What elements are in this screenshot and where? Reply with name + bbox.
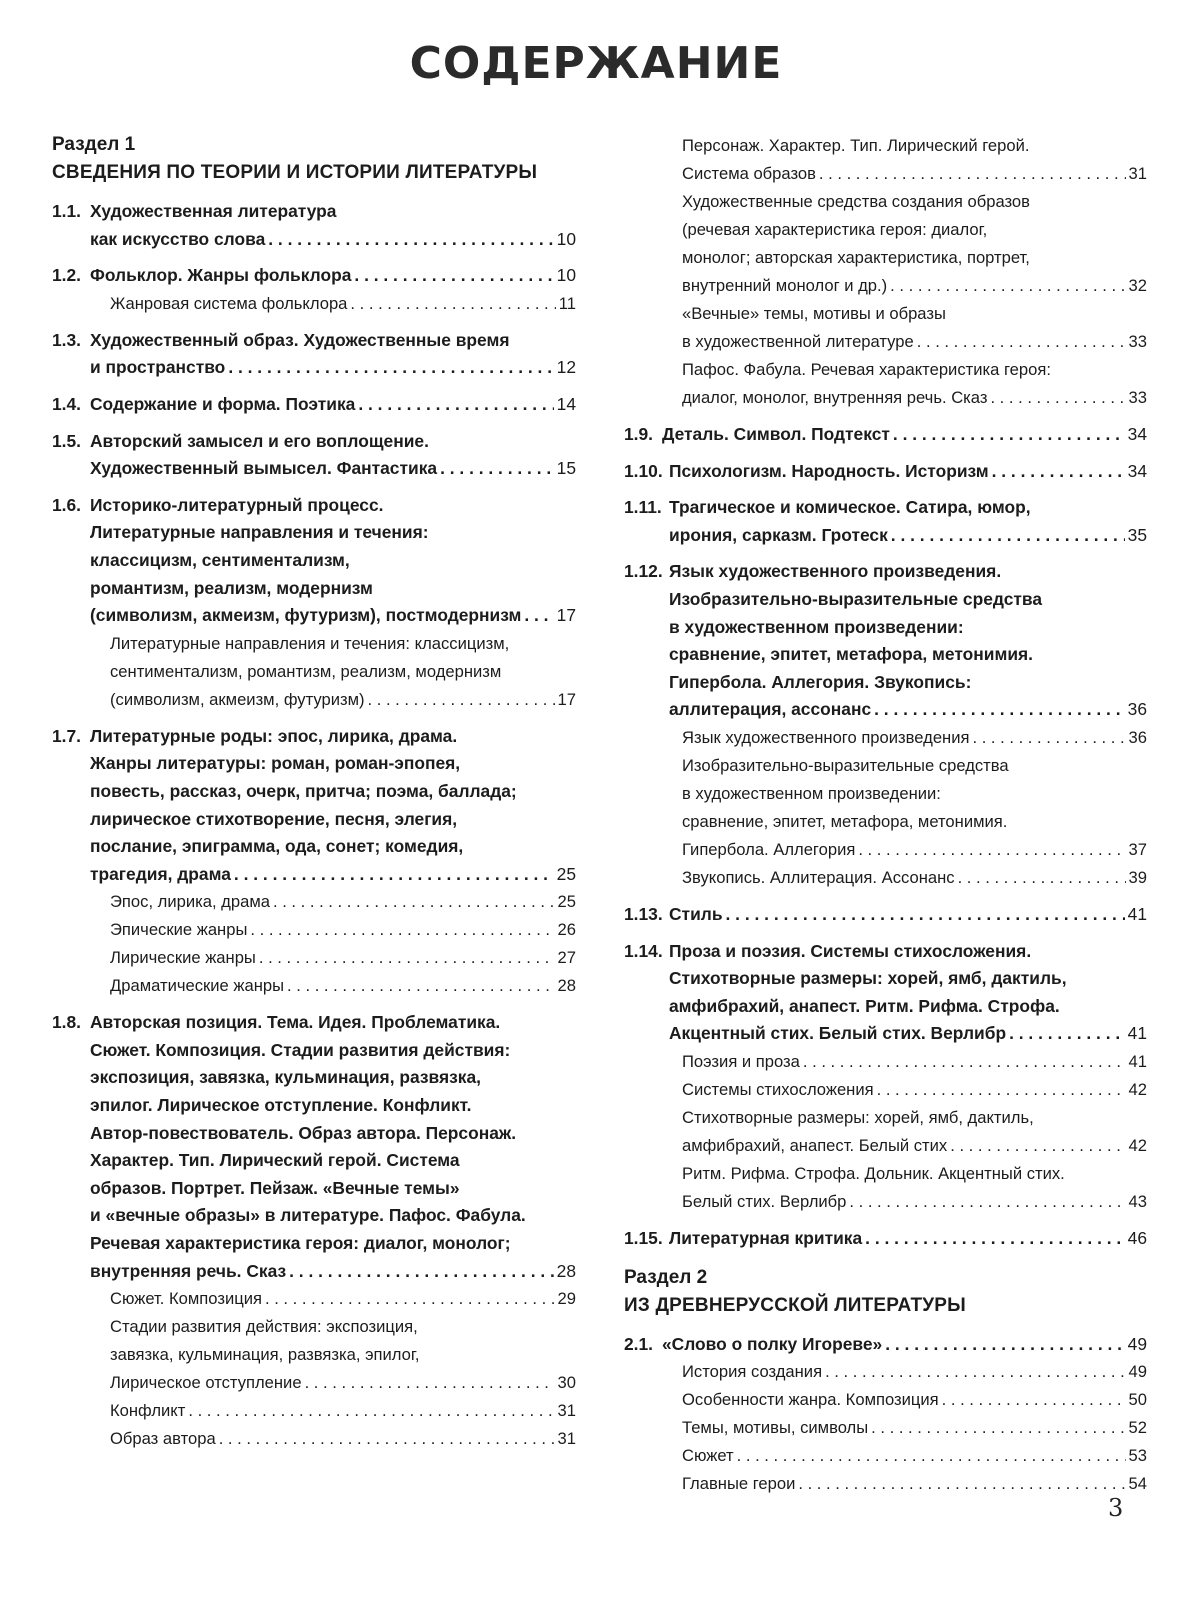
toc-entry-number: 1.10. bbox=[624, 460, 663, 481]
toc-page-number: 33 bbox=[1128, 332, 1147, 351]
toc-page-number: 17 bbox=[556, 605, 576, 626]
toc-entry[interactable] bbox=[52, 327, 576, 382]
toc-subentry[interactable] bbox=[624, 864, 1147, 892]
toc-entry-text: амфибрахий, анапест. Ритм. Рифма. Строфа. bbox=[669, 995, 1060, 1016]
toc-page-number: 36 bbox=[1127, 699, 1147, 720]
toc-column-right bbox=[624, 132, 1147, 1498]
toc-entry[interactable] bbox=[624, 901, 1147, 929]
toc-entry-text: Проза и поэзия. Системы стихосложения. bbox=[669, 940, 1032, 961]
toc-entries-right-bottom bbox=[624, 1331, 1147, 1499]
toc-entry-text: образов. Портрет. Пейзаж. «Вечные темы» bbox=[90, 1177, 460, 1198]
toc-entry-text: Темы, мотивы, символы bbox=[682, 1418, 869, 1438]
dot-leader bbox=[958, 864, 1126, 892]
toc-entry-text: Эпос, лирика, драма bbox=[110, 892, 270, 912]
section-heading: ИЗ ДРЕВНЕРУССКОЙ ЛИТЕРАТУРЫ bbox=[624, 1294, 966, 1316]
dot-leader bbox=[234, 861, 554, 889]
toc-entry-text: амфибрахий, анапест. Белый стих bbox=[682, 1135, 948, 1155]
dot-leader bbox=[259, 944, 555, 972]
toc-page-number: 49 bbox=[1128, 1362, 1147, 1382]
toc-entry[interactable] bbox=[52, 428, 576, 483]
toc-page-number: 41 bbox=[1127, 903, 1147, 924]
dot-leader bbox=[885, 1331, 1124, 1359]
toc-entry-text: завязка, кульминация, развязка, эпилог, bbox=[110, 1345, 420, 1365]
dot-leader bbox=[188, 1397, 554, 1425]
toc-page-number: 42 bbox=[1128, 1135, 1147, 1155]
toc-subentry[interactable] bbox=[624, 1470, 1147, 1498]
page-title: СОДЕРЖАНИЕ bbox=[409, 38, 783, 89]
toc-entry-text: Гипербола. Аллегория bbox=[682, 839, 856, 859]
toc-entry-text: Литературные направления и течения: классицизм, bbox=[110, 633, 510, 653]
toc-page-number: 25 bbox=[557, 892, 576, 912]
toc-entry[interactable] bbox=[624, 458, 1147, 486]
toc-subentry[interactable] bbox=[624, 1160, 1147, 1216]
toc-entry-number: 1.15. bbox=[624, 1227, 663, 1248]
toc-page-number: 25 bbox=[556, 863, 576, 884]
toc-entry-text: романтизм, реализм, модернизм bbox=[90, 577, 373, 598]
toc-entry-text: монолог; авторская характеристика, портрет, bbox=[682, 248, 1030, 267]
toc-entry-text: Трагическое и комическое. Сатира, юмор, bbox=[669, 497, 1031, 518]
toc-entry-text: Белый стих. Верлибр bbox=[682, 1191, 847, 1211]
toc-entry-text: Стадии развития действия: экспозиция, bbox=[110, 1317, 418, 1337]
toc-entry-number: 1.6. bbox=[52, 494, 82, 515]
dot-leader bbox=[737, 1442, 1126, 1470]
toc-page-number: 14 bbox=[556, 393, 576, 414]
toc-subentry[interactable] bbox=[624, 188, 1147, 300]
toc-page-number: 34 bbox=[1127, 424, 1147, 444]
toc-subentry[interactable] bbox=[624, 1442, 1147, 1470]
toc-page-number: 36 bbox=[1128, 727, 1147, 747]
dot-leader bbox=[268, 226, 553, 254]
toc-entry-text: ирония, сарказм. Гротеск bbox=[669, 524, 888, 545]
toc-page-number: 33 bbox=[1128, 388, 1147, 407]
toc-entry-text: Сюжет. Композиция. Стадии развития действия: bbox=[90, 1039, 511, 1060]
toc-entry-text: История создания bbox=[682, 1362, 823, 1382]
toc-entry-text: (символизм, акмеизм, футуризм) bbox=[110, 689, 365, 709]
toc-entry-text: Литературные роды: эпос, лирика, драма. bbox=[90, 725, 458, 746]
dot-leader bbox=[440, 455, 554, 483]
toc-entry-number: 1.8. bbox=[52, 1012, 82, 1033]
toc-subentry[interactable] bbox=[624, 1386, 1147, 1414]
toc-subentry[interactable] bbox=[52, 1313, 576, 1397]
toc-page-number: 37 bbox=[1128, 839, 1147, 859]
toc-entry-text: Особенности жанра. Композиция bbox=[682, 1390, 939, 1410]
toc-entry-text: Характер. Тип. Лирический герой. Система bbox=[90, 1150, 460, 1171]
toc-entry-text: Стиль bbox=[669, 903, 723, 924]
dot-leader bbox=[798, 1470, 1125, 1498]
toc-column-left bbox=[52, 132, 576, 1453]
toc-entry-text: Художественная литература bbox=[90, 201, 337, 221]
toc-subentry[interactable] bbox=[52, 972, 576, 1000]
toc-entry[interactable] bbox=[52, 198, 576, 253]
toc-entry-text: Пафос. Фабула. Речевая характеристика героя: bbox=[682, 360, 1051, 379]
dot-leader bbox=[350, 290, 555, 318]
toc-entry-number: 1.3. bbox=[52, 329, 82, 350]
toc-entry-number: 1.1. bbox=[52, 201, 82, 221]
toc-entry[interactable] bbox=[624, 938, 1147, 1048]
toc-subentry[interactable] bbox=[624, 1048, 1147, 1076]
toc-entry-text: Сюжет bbox=[682, 1446, 734, 1466]
toc-entry-text: «Слово о полку Игореве» bbox=[662, 1333, 883, 1354]
dot-leader bbox=[950, 1132, 1125, 1160]
toc-entry-text: Язык художественного произведения. bbox=[669, 561, 1002, 582]
dot-leader bbox=[524, 602, 553, 630]
toc-subentry[interactable] bbox=[52, 630, 576, 714]
toc-entry-text: Жанры литературы: роман, роман-эпопея, bbox=[90, 753, 461, 774]
toc-subentry[interactable] bbox=[624, 1358, 1147, 1386]
toc-subentry[interactable] bbox=[624, 1076, 1147, 1104]
toc-page-number: 43 bbox=[1128, 1191, 1147, 1211]
toc-entry-number: 2.1. bbox=[624, 1333, 654, 1354]
toc-page-number: 26 bbox=[557, 920, 576, 940]
toc-page-number: 28 bbox=[557, 976, 576, 996]
dot-leader bbox=[865, 1225, 1125, 1253]
toc-subentry[interactable] bbox=[52, 916, 576, 944]
toc-page-number: 39 bbox=[1128, 867, 1147, 887]
toc-entry-text: и «вечные образы» в литературе. Пафос. Фабула. bbox=[90, 1205, 526, 1226]
toc-entry-text: повесть, рассказ, очерк, притча; поэма, баллада; bbox=[90, 780, 517, 801]
toc-entries-left bbox=[52, 198, 576, 1453]
toc-entry-text: диалог, монолог, внутренняя речь. Сказ bbox=[682, 388, 988, 407]
toc-subentry[interactable] bbox=[624, 724, 1147, 752]
toc-entry-text: Художественный образ. Художественные время bbox=[90, 329, 510, 350]
dot-leader bbox=[891, 522, 1125, 550]
toc-entry[interactable] bbox=[52, 492, 576, 630]
dot-leader bbox=[992, 458, 1125, 486]
toc-entry-text: (символизм, акмеизм, футуризм), постмодернизм bbox=[90, 605, 522, 626]
toc-entry-text: эпилог. Лирическое отступление. Конфликт. bbox=[90, 1095, 472, 1116]
dot-leader bbox=[1009, 1020, 1125, 1048]
dot-leader bbox=[287, 972, 555, 1000]
toc-entry-text: Образ автора bbox=[110, 1429, 216, 1449]
toc-entry-text: Гипербола. Аллегория. Звукопись: bbox=[669, 671, 972, 692]
toc-page-number: 10 bbox=[556, 265, 576, 286]
toc-entry-text: как искусство слова bbox=[90, 228, 266, 249]
dot-leader bbox=[871, 1414, 1125, 1442]
toc-entry-text: и пространство bbox=[90, 357, 226, 378]
dot-leader bbox=[874, 696, 1125, 724]
toc-entry-text: Стихотворные размеры: хорей, ямб, дактиль, bbox=[669, 968, 1067, 989]
dot-leader bbox=[972, 724, 1125, 752]
toc-entry-text: Эпические жанры bbox=[110, 920, 248, 940]
toc-entry-text: аллитерация, ассонанс bbox=[669, 699, 872, 720]
toc-entry-number: 1.11. bbox=[624, 497, 662, 518]
toc-entry-text: сентиментализм, романтизм, реализм, модернизм bbox=[110, 661, 502, 681]
toc-entry-text: Драматические жанры bbox=[110, 976, 285, 996]
dot-leader bbox=[917, 328, 1126, 356]
toc-page-number: 49 bbox=[1127, 1333, 1147, 1354]
toc-page-number: 53 bbox=[1128, 1446, 1147, 1466]
dot-leader bbox=[877, 1076, 1126, 1104]
dot-leader bbox=[803, 1048, 1126, 1076]
toc-entry[interactable] bbox=[52, 262, 576, 290]
toc-entry-text: сравнение, эпитет, метафора, метонимия. bbox=[682, 811, 1008, 831]
section-label: Раздел 2 bbox=[624, 1266, 708, 1288]
toc-entry-text: Речевая характеристика героя: диалог, монолог; bbox=[90, 1233, 511, 1254]
toc-entry-text: Историко-литературный процесс. bbox=[90, 494, 384, 515]
toc-entry-text: в художественном произведении: bbox=[669, 616, 964, 637]
toc-entry[interactable] bbox=[624, 558, 1147, 724]
toc-subentry[interactable] bbox=[624, 752, 1147, 864]
toc-subentry[interactable] bbox=[624, 1414, 1147, 1442]
toc-entry-text: Лирическое отступление bbox=[110, 1373, 302, 1393]
toc-page-number: 42 bbox=[1128, 1079, 1147, 1099]
toc-entry-text: внутренняя речь. Сказ bbox=[90, 1260, 287, 1281]
toc-entry-text: Главные герои bbox=[682, 1474, 796, 1494]
page-number: 3 bbox=[1108, 1494, 1124, 1522]
toc-entry-number: 1.14. bbox=[624, 940, 663, 961]
toc-subentry[interactable] bbox=[52, 1285, 576, 1313]
toc-page-number: 12 bbox=[556, 357, 576, 378]
toc-entry-text: Стихотворные размеры: хорей, ямб, дактиль, bbox=[682, 1107, 1034, 1127]
toc-entry[interactable] bbox=[624, 1331, 1147, 1359]
toc-entry-number: 1.4. bbox=[52, 393, 82, 414]
toc-entry-text: Изобразительно-выразительные средства bbox=[669, 588, 1043, 609]
dot-leader bbox=[368, 686, 555, 714]
dot-leader bbox=[228, 354, 553, 382]
toc-page-number: 30 bbox=[557, 1373, 576, 1393]
toc-entry-text: Изобразительно-выразительные средства bbox=[682, 755, 1009, 775]
toc-entry[interactable] bbox=[52, 1009, 576, 1285]
toc-subentry[interactable] bbox=[52, 888, 576, 916]
section-heading: СВЕДЕНИЯ ПО ТЕОРИИ И ИСТОРИИ ЛИТЕРАТУРЫ bbox=[52, 162, 538, 183]
toc-entry-text: Персонаж. Характер. Тип. Лирический герой. bbox=[682, 136, 1030, 155]
dot-leader bbox=[265, 1285, 555, 1313]
toc-page-number: 41 bbox=[1128, 1051, 1147, 1071]
toc-entry-text: Звукопись. Аллитерация. Ассонанс bbox=[682, 867, 955, 887]
toc-subentry[interactable] bbox=[52, 1425, 576, 1453]
toc-page-number: 27 bbox=[557, 948, 576, 968]
section-label: Раздел 1 bbox=[52, 134, 136, 155]
toc-entry-text: Системы стихосложения bbox=[682, 1079, 874, 1099]
dot-leader bbox=[726, 901, 1125, 929]
toc-entry-number: 1.9. bbox=[624, 424, 654, 444]
toc-page-number: 52 bbox=[1128, 1418, 1147, 1438]
dot-leader bbox=[819, 160, 1126, 188]
toc-entry-text: Художественный вымысел. Фантастика bbox=[90, 458, 438, 479]
toc-entry-text: Содержание и форма. Поэтика bbox=[90, 393, 356, 414]
toc-entry-text: Литературная критика bbox=[669, 1227, 863, 1248]
toc-page-number: 31 bbox=[557, 1429, 576, 1449]
toc-entry-text: Поэзия и проза bbox=[682, 1051, 800, 1071]
toc-page-number: 10 bbox=[556, 228, 576, 249]
dot-leader bbox=[858, 836, 1125, 864]
toc-entry[interactable] bbox=[52, 391, 576, 419]
toc-entry-text: Конфликт bbox=[110, 1401, 186, 1421]
toc-entry-text: в художественной литературе bbox=[682, 332, 914, 351]
dot-leader bbox=[289, 1258, 554, 1286]
dot-leader bbox=[250, 916, 554, 944]
toc-entry-text: Лирические жанры bbox=[110, 948, 256, 968]
toc-page-number: 29 bbox=[557, 1289, 576, 1309]
toc-subentry[interactable] bbox=[624, 300, 1147, 356]
dot-leader bbox=[354, 262, 553, 290]
toc-page-number: 11 bbox=[558, 293, 576, 313]
toc-entry-number: 1.7. bbox=[52, 725, 82, 746]
toc-entry-text: классицизм, сентиментализм, bbox=[90, 549, 350, 570]
toc-page-number: 32 bbox=[1128, 276, 1147, 295]
dot-leader bbox=[825, 1358, 1125, 1386]
toc-entry-text: Художественные средства создания образов bbox=[682, 192, 1030, 211]
dot-leader bbox=[273, 888, 555, 916]
toc-entry[interactable] bbox=[624, 421, 1147, 449]
dot-leader bbox=[893, 421, 1125, 449]
toc-subentry[interactable] bbox=[52, 290, 576, 318]
toc-entry[interactable] bbox=[52, 723, 576, 889]
toc-entry-text: Психологизм. Народность. Историзм bbox=[669, 460, 989, 481]
dot-leader bbox=[305, 1369, 555, 1397]
toc-entry-text: Автор-повествователь. Образ автора. Персонаж. bbox=[90, 1122, 517, 1143]
dot-leader bbox=[942, 1386, 1126, 1414]
dot-leader bbox=[849, 1188, 1125, 1216]
toc-entry-text: Литературные направления и течения: bbox=[90, 522, 429, 543]
toc-page-number: 31 bbox=[1128, 164, 1147, 183]
toc-entry-text: Авторская позиция. Тема. Идея. Проблематика. bbox=[90, 1012, 501, 1033]
toc-entry-text: Акцентный стих. Белый стих. Верлибр bbox=[669, 1023, 1007, 1044]
toc-entry-text: «Вечные» темы, мотивы и образы bbox=[682, 304, 946, 323]
toc-page-number: 54 bbox=[1128, 1474, 1147, 1494]
toc-entry[interactable] bbox=[624, 494, 1147, 549]
toc-entry-number: 1.2. bbox=[52, 265, 82, 286]
toc-entry-text: в художественном произведении: bbox=[682, 783, 941, 803]
toc-subentry[interactable] bbox=[52, 944, 576, 972]
toc-entry-text: послание, эпиграмма, ода, сонет; комедия, bbox=[90, 836, 464, 857]
dot-leader bbox=[358, 391, 553, 419]
toc-entry-text: трагедия, драма bbox=[90, 863, 231, 884]
toc-entry-text: Жанровая система фольклора bbox=[110, 293, 348, 313]
toc-entry-text: экспозиция, завязка, кульминация, развязка, bbox=[90, 1067, 481, 1088]
dot-leader bbox=[890, 272, 1125, 300]
toc-entry-text: Деталь. Символ. Подтекст bbox=[662, 424, 890, 444]
toc-entry-text: Система образов bbox=[682, 164, 816, 183]
toc-page-number: 28 bbox=[556, 1260, 576, 1281]
toc-entry-text: внутренний монолог и др.) bbox=[682, 276, 888, 295]
toc-page-number: 41 bbox=[1127, 1023, 1147, 1044]
toc-entry-text: Авторский замысел и его воплощение. bbox=[90, 430, 429, 451]
dot-leader bbox=[990, 384, 1125, 412]
toc-page-number: 46 bbox=[1127, 1227, 1147, 1248]
toc-entry-number: 1.12. bbox=[624, 561, 663, 582]
toc-entries-right-top bbox=[624, 132, 1147, 1253]
toc-subentry[interactable] bbox=[52, 1397, 576, 1425]
section-2-header bbox=[624, 1265, 1147, 1321]
toc-subentry[interactable] bbox=[624, 356, 1147, 412]
toc-entry-text: лирическое стихотворение, песня, элегия, bbox=[90, 808, 458, 829]
toc-entry-text: Сюжет. Композиция bbox=[110, 1289, 262, 1309]
toc-page-number: 17 bbox=[557, 689, 576, 709]
toc-entry[interactable] bbox=[624, 1225, 1147, 1253]
toc-page-number: 34 bbox=[1127, 460, 1147, 481]
toc-page-number: 50 bbox=[1128, 1390, 1147, 1410]
toc-page-number: 31 bbox=[557, 1401, 576, 1421]
toc-page-number: 35 bbox=[1127, 524, 1147, 545]
toc-subentry[interactable] bbox=[624, 132, 1147, 188]
toc-entry-number: 1.13. bbox=[624, 903, 663, 924]
toc-subentry[interactable] bbox=[624, 1104, 1147, 1160]
toc-entry-text: Язык художественного произведения bbox=[682, 727, 970, 747]
toc-entry-text: Фольклор. Жанры фольклора bbox=[90, 265, 352, 286]
toc-entry-text: сравнение, эпитет, метафора, метонимия. bbox=[669, 644, 1034, 665]
toc-page-number: 15 bbox=[556, 458, 576, 479]
toc-entry-number: 1.5. bbox=[52, 430, 82, 451]
dot-leader bbox=[219, 1425, 555, 1453]
toc-entry-text: Ритм. Рифма. Строфа. Дольник. Акцентный стих. bbox=[682, 1163, 1065, 1183]
section-1-header bbox=[52, 132, 576, 188]
toc-entry-text: (речевая характеристика героя: диалог, bbox=[682, 220, 988, 239]
